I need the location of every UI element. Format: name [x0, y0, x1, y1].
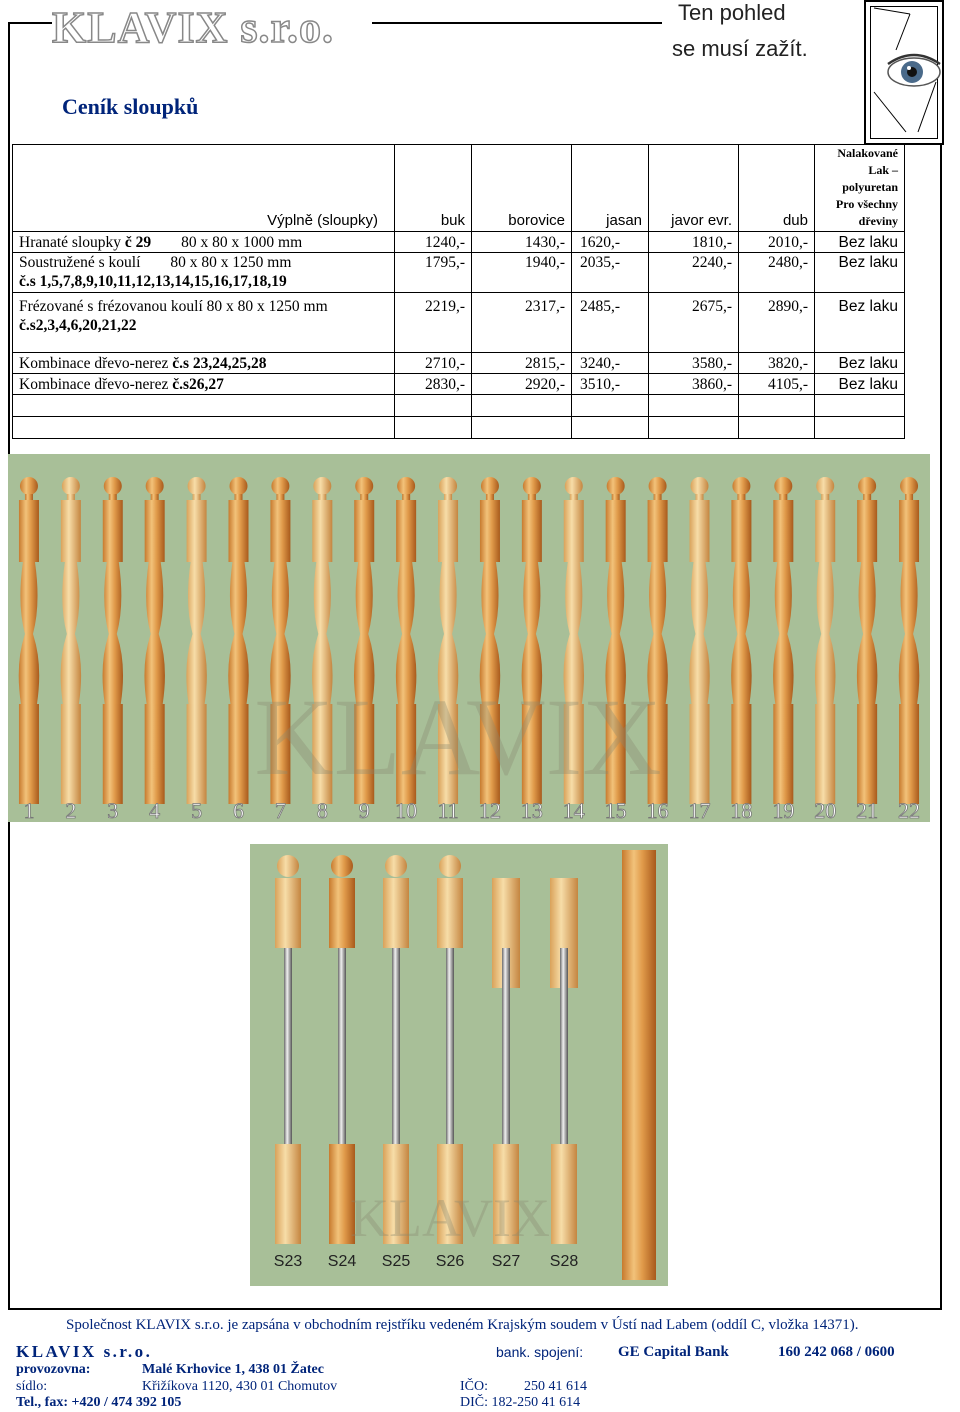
row-name: Frézované s frézovanou koulí 80 x 80 x 1250 mm č.s2,3,4,6,20,21,22: [13, 293, 395, 353]
baluster: [689, 477, 710, 804]
ico-label: IČO:: [460, 1379, 488, 1394]
baluster-number: 17: [688, 798, 711, 822]
row-name: Soustružené s koulí 80 x 80 x 1250 mm č.s 1,5,7,8,9,10,11,12,13,14,15,16,17,18,19: [13, 253, 395, 293]
price-javor: 3860,-: [649, 374, 739, 395]
baluster-number: 19: [772, 798, 795, 822]
company-logo: KLAVIX s.r.o.: [52, 3, 334, 52]
baluster-label: S26: [435, 1253, 465, 1270]
price-javor: 1810,-: [649, 232, 739, 253]
baluster-label: S27: [491, 1253, 521, 1270]
price-buk: 1795,-: [395, 253, 472, 293]
baluster-number: 15: [604, 798, 627, 822]
price-buk: 1240,-: [395, 232, 472, 253]
baluster: [773, 477, 794, 804]
watermark-klavix-2: KLAVIX: [350, 1188, 550, 1248]
table-row: [13, 232, 905, 253]
baluster: [19, 477, 39, 804]
page-title: Ceník sloupků: [62, 94, 199, 119]
header-borovice: borovice: [472, 145, 572, 232]
baluster-number: 8: [316, 798, 328, 822]
baluster: [103, 477, 124, 804]
price-dub: 4105,-: [739, 374, 815, 395]
price-buk: 2830,-: [395, 374, 472, 395]
table-row-empty: [13, 395, 905, 417]
price-dub: 2890,-: [739, 293, 815, 353]
baluster-combo: [437, 855, 463, 1244]
motto-line-1: Ten pohled: [678, 0, 786, 25]
baluster-number: 21: [856, 798, 879, 822]
bank-name: GE Capital Bank: [618, 1344, 729, 1360]
page-frame-top-right: [372, 22, 662, 24]
baluster-number: 2: [65, 798, 77, 822]
price-borovice: 1940,-: [472, 253, 572, 293]
header-jasan: jasan: [572, 145, 649, 232]
baluster-number: 13: [520, 798, 543, 822]
registration-note: Společnost KLAVIX s.r.o. je zapsána v obchodním rejstříku vedeném Krajským soudem v Ústí nad Labem (oddíl C, vložka 14371).: [66, 1317, 859, 1333]
table-row-empty: [13, 417, 905, 439]
baluster: [228, 477, 249, 804]
baluster-number: 7: [274, 798, 286, 822]
lak-status: Bez laku: [815, 293, 905, 353]
baluster: [731, 477, 752, 804]
price-dub: 2010,-: [739, 232, 815, 253]
price-jasan: 3510,-: [572, 374, 649, 395]
baluster: [899, 477, 920, 804]
watermark-klavix: KLAVIX: [254, 676, 662, 798]
square-newel-post: [622, 850, 656, 1280]
baluster-number: 16: [646, 798, 669, 822]
baluster-number: 12: [478, 798, 501, 822]
price-dub: 2480,-: [739, 253, 815, 293]
price-buk: 2710,-: [395, 353, 472, 374]
baluster-combo: [275, 855, 301, 1244]
baluster-number: 1: [23, 798, 35, 822]
baluster-number: 9: [358, 798, 370, 822]
price-javor: 2675,-: [649, 293, 739, 353]
baluster-number: 4: [149, 798, 161, 822]
price-jasan: 2035,-: [572, 253, 649, 293]
page-frame-top-left: [8, 22, 52, 24]
balusters-photo-2-image: [250, 844, 668, 1286]
table-row: [13, 253, 905, 293]
header-javor: javor evr.: [649, 145, 739, 232]
tel-fax: Tel., fax: +420 / 474 392 105: [16, 1395, 182, 1410]
lak-status: Bez laku: [815, 232, 905, 253]
table-row: [13, 374, 905, 395]
baluster: [815, 477, 836, 804]
baluster-number: 6: [233, 798, 244, 822]
bank-account: 160 242 068 / 0600: [778, 1344, 895, 1360]
price-dub: 3820,-: [739, 353, 815, 374]
baluster-combo: [550, 878, 578, 1244]
table-header-row: [13, 145, 905, 232]
price-table: [12, 144, 905, 439]
price-borovice: 1430,-: [472, 232, 572, 253]
page-frame-bottom: [8, 1308, 942, 1310]
lak-status: Bez laku: [815, 253, 905, 293]
page-frame-right: [940, 140, 942, 1310]
baluster: [186, 477, 207, 804]
table-row: [13, 293, 905, 353]
price-borovice: 2920,-: [472, 374, 572, 395]
provozovna-label: provozovna:: [16, 1362, 91, 1377]
footer-company: KLAVIX s.r.o.: [16, 1342, 153, 1361]
baluster-number: 14: [562, 798, 585, 822]
motto-line-2: se musí zažít.: [672, 36, 808, 61]
header-buk: buk: [395, 145, 472, 232]
baluster-label: S25: [381, 1253, 411, 1270]
baluster-number: 10: [395, 798, 418, 822]
row-name: Hranaté sloupky č 29 80 x 80 x 1000 mm: [13, 232, 395, 253]
row-name: Kombinace dřevo-nerez č.s26,27: [13, 374, 395, 395]
baluster-label: S28: [549, 1253, 579, 1270]
header-vyplne: Výplně (sloupky): [13, 145, 395, 232]
sidlo-label: sídlo:: [16, 1379, 48, 1394]
header-dub: dub: [739, 145, 815, 232]
baluster-number: 22: [898, 798, 921, 822]
baluster-number: 20: [814, 798, 837, 822]
price-jasan: 1620,-: [572, 232, 649, 253]
baluster-label: S24: [327, 1253, 357, 1270]
sidlo-value: Křižíkova 1120, 430 01 Chomutov: [142, 1379, 338, 1394]
lak-status: Bez laku: [815, 374, 905, 395]
price-borovice: 2815,-: [472, 353, 572, 374]
provozovna-value: Malé Krhovice 1, 438 01 Žatec: [142, 1362, 324, 1377]
baluster: [61, 477, 82, 804]
baluster: [144, 477, 165, 804]
baluster-number: 11: [437, 798, 459, 822]
bank-label: bank. spojení:: [496, 1344, 584, 1360]
baluster-number: 5: [191, 798, 203, 822]
dic-value: DIČ: 182-250 41 614: [460, 1395, 581, 1410]
balusters-photo-1: [8, 454, 930, 822]
balusters-photo-2: [250, 844, 668, 1286]
baluster-combo: [383, 855, 409, 1244]
row-name: Kombinace dřevo-nerez č.s 23,24,25,28: [13, 353, 395, 374]
baluster-combo: [329, 855, 355, 1244]
balusters-photo-1-image: [8, 454, 930, 822]
baluster-number: 18: [730, 798, 753, 822]
price-borovice: 2317,-: [472, 293, 572, 353]
table-row: [13, 353, 905, 374]
price-javor: 2240,-: [649, 253, 739, 293]
price-jasan: 3240,-: [572, 353, 649, 374]
baluster-number: 3: [107, 798, 119, 822]
baluster-label: S23: [273, 1253, 303, 1270]
price-buk: 2219,-: [395, 293, 472, 353]
header-lak: Nalakované Lak – polyuretan Pro všechny dřeviny: [815, 145, 905, 232]
lak-status: Bez laku: [815, 353, 905, 374]
price-javor: 3580,-: [649, 353, 739, 374]
ico-value: 250 41 614: [524, 1379, 587, 1394]
window-eye-logo: [864, 0, 944, 145]
price-jasan: 2485,-: [572, 293, 649, 353]
eye-window-icon: [866, 2, 942, 143]
baluster: [857, 477, 878, 804]
